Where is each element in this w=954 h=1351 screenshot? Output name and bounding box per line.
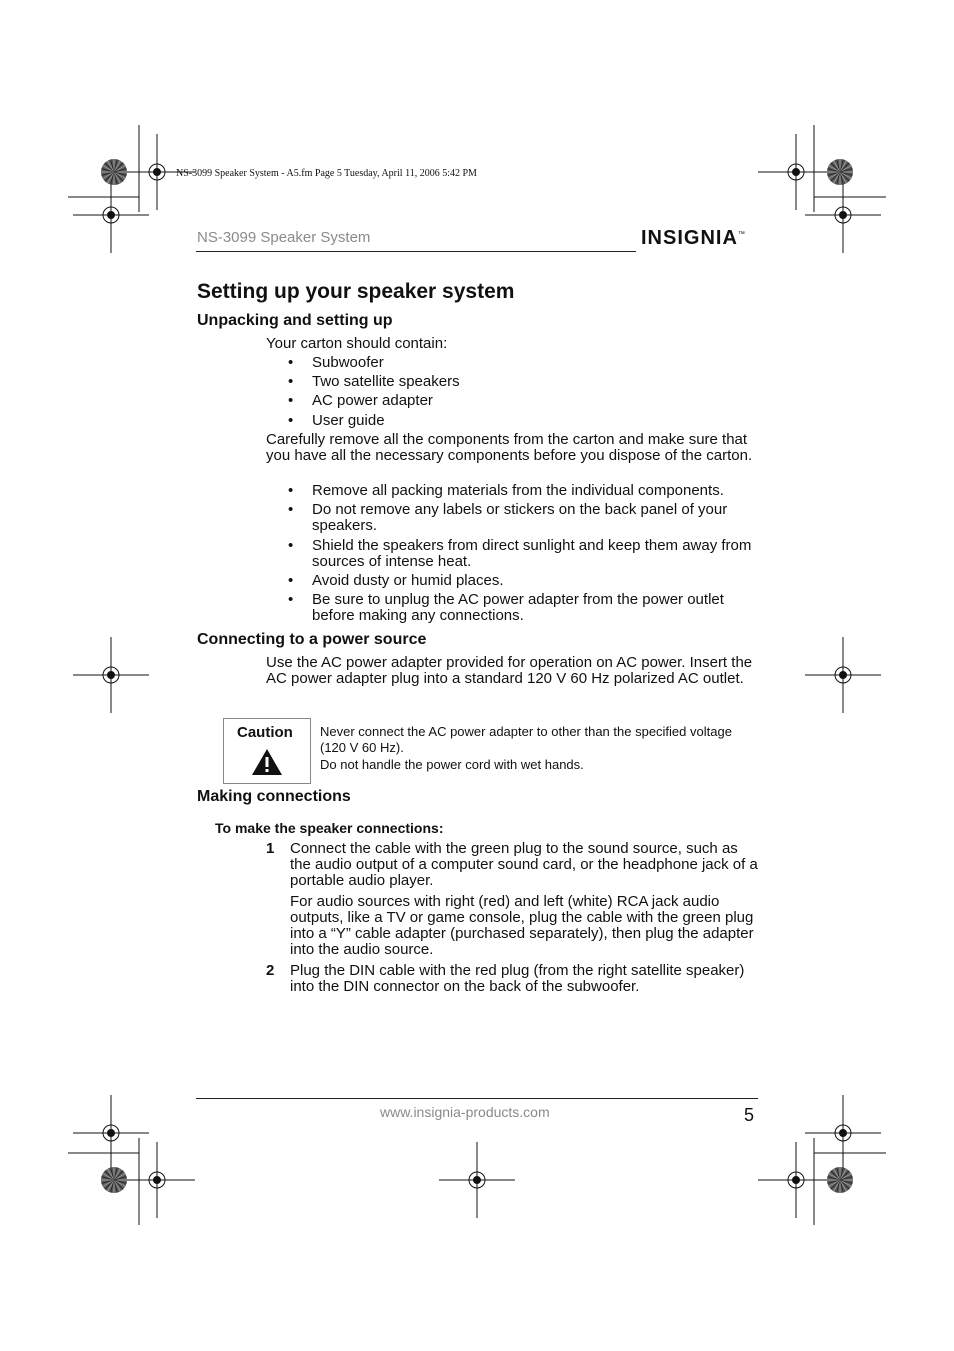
carton-contents-list <box>266 355 758 429</box>
list-item: • Remove all packing materials from the individual components. <box>288 482 724 499</box>
step-1-note: For audio sources with right (red) and left (white) RCA jack audio outputs, like a TV or game console, plug the cable with the green plug into a “Y” cable adapter (purchased separately), then plug the adapter into the audio source. <box>290 893 754 958</box>
page-title: Setting up your speaker system <box>197 280 515 303</box>
registration-mark <box>805 177 881 253</box>
list-item: • Be sure to unplug the AC power adapter from the power outlet before making any connections. <box>288 591 724 624</box>
caution-line-2: Do not handle the power cord with wet hands. <box>320 757 584 772</box>
registration-mark <box>73 177 149 253</box>
registration-mark <box>758 134 834 210</box>
page-number: 5 <box>744 1105 755 1125</box>
power-paragraph: Use the AC power adapter provided for operation on AC power. Insert the AC power adapter plug into a standard 120 V 60 Hz polarized AC outlet. <box>266 654 753 687</box>
logo-trademark: ™ <box>737 231 745 238</box>
list-item: • Subwoofer <box>288 354 384 371</box>
caution-text <box>320 724 750 773</box>
list-item: • Do not remove any labels or stickers on the back panel of your speakers. <box>288 501 728 534</box>
color-dial <box>101 1167 127 1193</box>
step-number-1: 1 <box>266 840 275 857</box>
connections-subheading: To make the speaker connections: <box>215 820 444 836</box>
insignia-logo <box>641 227 745 250</box>
logo-text: INSIGNIA <box>641 227 738 249</box>
list-item: • Avoid dusty or humid places. <box>288 572 504 589</box>
unpacking-paragraph: Carefully remove all the components from the carton and make sure that you have all the necessary components before you dispose of the carton. <box>266 431 753 464</box>
step-1-text: Connect the cable with the green plug to the sound source, such as the audio output of a computer sound card, or the headphone jack of a portable audio player. <box>290 840 758 889</box>
unpacking-intro: Your carton should contain: <box>266 335 448 352</box>
list-item: • Two satellite speakers <box>288 373 460 390</box>
caution-line-1: Never connect the AC power adapter to other than the specified voltage (120 V 60 Hz). <box>320 724 732 755</box>
color-dial <box>827 1167 853 1193</box>
footer-rule <box>196 1098 758 1099</box>
list-item: • User guide <box>288 412 385 429</box>
color-dial <box>827 159 853 185</box>
registration-mark <box>73 637 149 713</box>
header-rule <box>196 251 636 252</box>
registration-mark <box>73 1095 149 1171</box>
list-item: • AC power adapter <box>288 392 433 409</box>
caution-label: Caution <box>237 724 293 741</box>
step-number-2: 2 <box>266 962 275 979</box>
footer-url: www.insignia-products.com <box>380 1104 550 1120</box>
print-slug: NS-3099 Speaker System - A5.fm Page 5 Tuesday, April 11, 2006 5:42 PM <box>176 168 477 179</box>
tips-list <box>266 483 758 624</box>
step-2-text: Plug the DIN cable with the red plug (from the right satellite speaker) into the DIN connector on the back of the subwoofer. <box>290 962 745 995</box>
registration-mark <box>439 1142 515 1218</box>
registration-mark <box>805 637 881 713</box>
connections-heading: Making connections <box>197 788 351 805</box>
color-dial <box>101 159 127 185</box>
registration-mark <box>805 1095 881 1171</box>
warning-icon <box>251 748 283 776</box>
unpacking-heading: Unpacking and setting up <box>197 312 393 329</box>
power-heading: Connecting to a power source <box>197 631 427 648</box>
header-title: NS-3099 Speaker System <box>197 229 371 246</box>
list-item: • Shield the speakers from direct sunlight and keep them away from sources of intense heat. <box>288 537 752 570</box>
